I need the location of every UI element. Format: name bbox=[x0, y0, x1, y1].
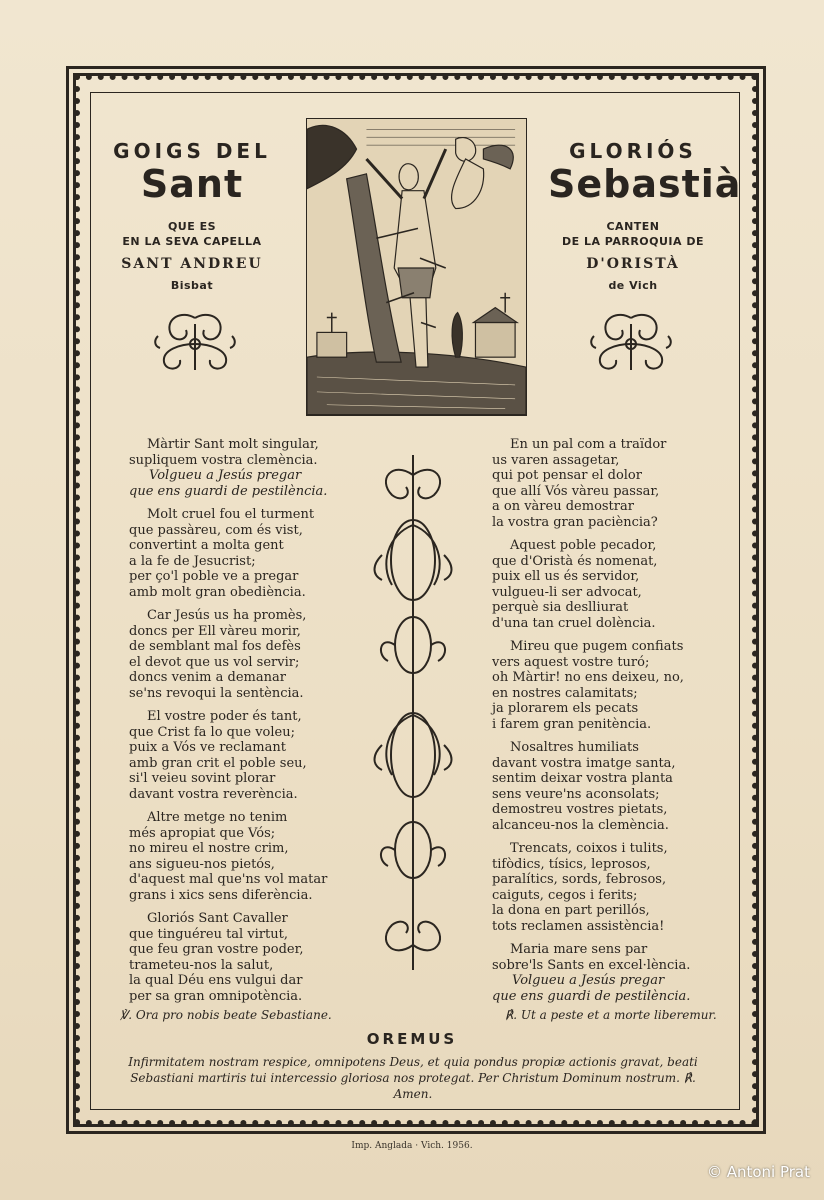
verse-line: El vostre poder és tant, bbox=[147, 709, 302, 724]
central-floral-ornament bbox=[372, 455, 454, 970]
verse-line: grans i xics sens diferència. bbox=[129, 887, 313, 903]
refrain-line: Volgueu a Jesús pregar bbox=[512, 973, 665, 988]
photo-credit: © Antoni Prat bbox=[706, 1163, 810, 1181]
verse-line: ja plorarem els pecats bbox=[492, 701, 639, 716]
oremus-title: OREMUS bbox=[366, 1030, 458, 1048]
verse-line: i farem gran penitència. bbox=[492, 716, 652, 732]
place-orista: D'ORISTÀ bbox=[586, 256, 680, 272]
stanza bbox=[492, 740, 722, 833]
verse-line: més apropiat que Vós; bbox=[129, 825, 276, 841]
verse-line: la vostra gran paciència? bbox=[492, 514, 658, 530]
verse-line: la dona en part perillós, bbox=[492, 903, 650, 918]
verse-line: la qual Déu ens vulgui dar bbox=[129, 973, 303, 988]
verse-line: paralítics, sords, febrosos, bbox=[492, 872, 667, 887]
verse-line: supliquem vostra clemència. bbox=[129, 452, 318, 468]
title-sant: Sant bbox=[140, 162, 244, 206]
saint-sebastian-woodcut bbox=[306, 118, 527, 416]
stanza bbox=[492, 942, 722, 1004]
verse-line: en nostres calamitats; bbox=[492, 685, 638, 701]
subtitle-capella: EN LA SEVA CAPELLA bbox=[122, 235, 262, 248]
verse-line: davant vostra imatge santa, bbox=[492, 755, 676, 771]
verse-line: puix ell us és servidor, bbox=[492, 569, 640, 584]
verse-line: Màrtir Sant molt singular, bbox=[147, 437, 319, 452]
stanza bbox=[492, 437, 722, 530]
verse-line: ans sigueu-nos pietós, bbox=[129, 856, 275, 872]
verse-line: Aquest poble pecador, bbox=[510, 538, 657, 553]
verse-line: tifòdics, tísics, leprosos, bbox=[492, 856, 651, 872]
verse-line: d'aquest mal que'ns vol matar bbox=[129, 872, 328, 887]
verse-line: Nosaltres humiliats bbox=[510, 740, 639, 755]
subtitle-parroquia: DE LA PARROQUIA DE bbox=[561, 235, 705, 248]
subtitle-canten: CANTEN bbox=[606, 220, 660, 233]
verse-line: sens veure'ns aconsolats; bbox=[492, 786, 660, 802]
verse-line: us varen assagetar, bbox=[492, 452, 620, 468]
verse-line: Gloriós Sant Cavaller bbox=[147, 911, 288, 926]
title-goigs-del: GOIGS DEL bbox=[113, 139, 271, 163]
verse-line: que d'Oristà és nomenat, bbox=[492, 553, 658, 569]
verse-line: vulgueu-li ser advocat, bbox=[492, 584, 642, 600]
verse-line: amb molt gran obediència. bbox=[129, 584, 306, 600]
verse-line: puix a Vós ve reclamant bbox=[129, 740, 286, 755]
verse-line: Trencats, coixos i tulits, bbox=[510, 841, 668, 856]
refrain-line: Volgueu a Jesús pregar bbox=[149, 468, 302, 483]
verse-line: Altre metge no tenim bbox=[147, 810, 288, 825]
place-sant-andreu: SANT ANDREU bbox=[121, 256, 263, 272]
stanza bbox=[492, 639, 722, 732]
verse-line: Car Jesús us ha promès, bbox=[147, 608, 307, 623]
verse-line: que feu gran vostre poder, bbox=[129, 942, 304, 957]
refrain-line: que ens guardi de pestilència. bbox=[492, 988, 691, 1004]
stanza bbox=[129, 437, 361, 499]
response: ℟. Ut a peste et a morte liberemur. bbox=[505, 1008, 717, 1022]
verse-line: Molt cruel fou el turment bbox=[147, 507, 315, 522]
verse-line: amb gran crit el poble seu, bbox=[129, 755, 307, 771]
verse-line: caiguts, cegos i ferits; bbox=[492, 887, 638, 903]
verse-line: sobre'ls Sants en excel·lència. bbox=[492, 957, 691, 973]
verse-line: se'ns revoqui la sentència. bbox=[129, 685, 304, 701]
verse-line: perquè sia deslliurat bbox=[492, 600, 629, 615]
oremus-prayer: Infirmitatem nostram respice, omnipotens Deus, et quia pondus propiæ actionis gravat, beati Sebastiani martiris tui intercessio gloriosa nos protegat. Per Christum Dominum nostrum. ℟. Amen. bbox=[128, 1055, 698, 1101]
verses-right-column bbox=[492, 437, 722, 1012]
verse-line: sentim deixar vostra planta bbox=[492, 771, 673, 786]
title-glorios: GLORIÓS bbox=[569, 139, 697, 163]
verse-line: a la fe de Jesucrist; bbox=[129, 553, 256, 569]
verse-line: Maria mare sens par bbox=[510, 942, 648, 957]
verse-line: vers aquest vostre turó; bbox=[492, 654, 650, 670]
verse-line: no mireu el nostre crim, bbox=[129, 841, 289, 856]
verse-line: tots reclamen assistència! bbox=[492, 918, 665, 934]
verse-line: el devot que us vol servir; bbox=[129, 654, 300, 670]
diocese-bisbat: Bisbat bbox=[170, 279, 214, 292]
verse-line: convertint a molta gent bbox=[129, 538, 284, 553]
verse-line: Mireu que pugem confiats bbox=[510, 639, 684, 654]
verse-line: qui pot pensar el dolor bbox=[492, 468, 642, 483]
diocese-vich: de Vich bbox=[608, 279, 658, 292]
stanza bbox=[129, 608, 361, 701]
verse-line: que allí Vós vàreu passar, bbox=[492, 483, 660, 499]
verse-line: que Crist fa lo que voleu; bbox=[129, 724, 295, 740]
verse-line: demostreu vostres pietats, bbox=[492, 802, 668, 817]
floral-ornament-right bbox=[588, 310, 674, 378]
verse-line: doncs venim a demanar bbox=[129, 670, 286, 685]
verse-line: a on vàreu demostrar bbox=[492, 499, 634, 514]
stanza bbox=[492, 538, 722, 631]
subtitle-que-es: QUE ES bbox=[167, 220, 217, 233]
verse-line: si'l veieu sovint plorar bbox=[129, 771, 276, 786]
verse-line: de semblant mal fos defès bbox=[129, 639, 301, 654]
stanza bbox=[129, 709, 361, 802]
refrain-line: que ens guardi de pestilència. bbox=[129, 483, 328, 499]
verse-line: per sa gran omnipotència. bbox=[129, 988, 303, 1004]
verse-line: En un pal com a traïdor bbox=[510, 437, 667, 452]
verse-line: que tinguéreu tal virtut, bbox=[129, 926, 289, 942]
versicle: ℣. Ora pro nobis beate Sebastiane. bbox=[120, 1008, 332, 1022]
verse-line: per ço'l poble ve a pregar bbox=[129, 569, 299, 584]
verse-line: oh Màrtir! no ens deixeu, no, bbox=[492, 670, 684, 685]
verse-line: doncs per Ell vàreu morir, bbox=[129, 623, 301, 639]
verses-left-column bbox=[129, 437, 361, 1012]
floral-ornament-left bbox=[152, 310, 238, 378]
verse-line: que passàreu, com és vist, bbox=[129, 522, 303, 538]
stanza bbox=[129, 810, 361, 903]
verse-line: d'una tan cruel dolència. bbox=[492, 615, 656, 631]
stanza bbox=[129, 911, 361, 1004]
verse-line: davant vostra reverència. bbox=[129, 786, 298, 802]
verse-line: alcanceu-nos la clemència. bbox=[492, 817, 669, 833]
stanza bbox=[129, 507, 361, 600]
stanza bbox=[492, 841, 722, 934]
printer-imprint: Imp. Anglada · Vich. 1956. bbox=[351, 1141, 473, 1151]
title-sebastia: Sebastià bbox=[548, 162, 742, 206]
verse-line: trameteu-nos la salut, bbox=[129, 957, 274, 973]
